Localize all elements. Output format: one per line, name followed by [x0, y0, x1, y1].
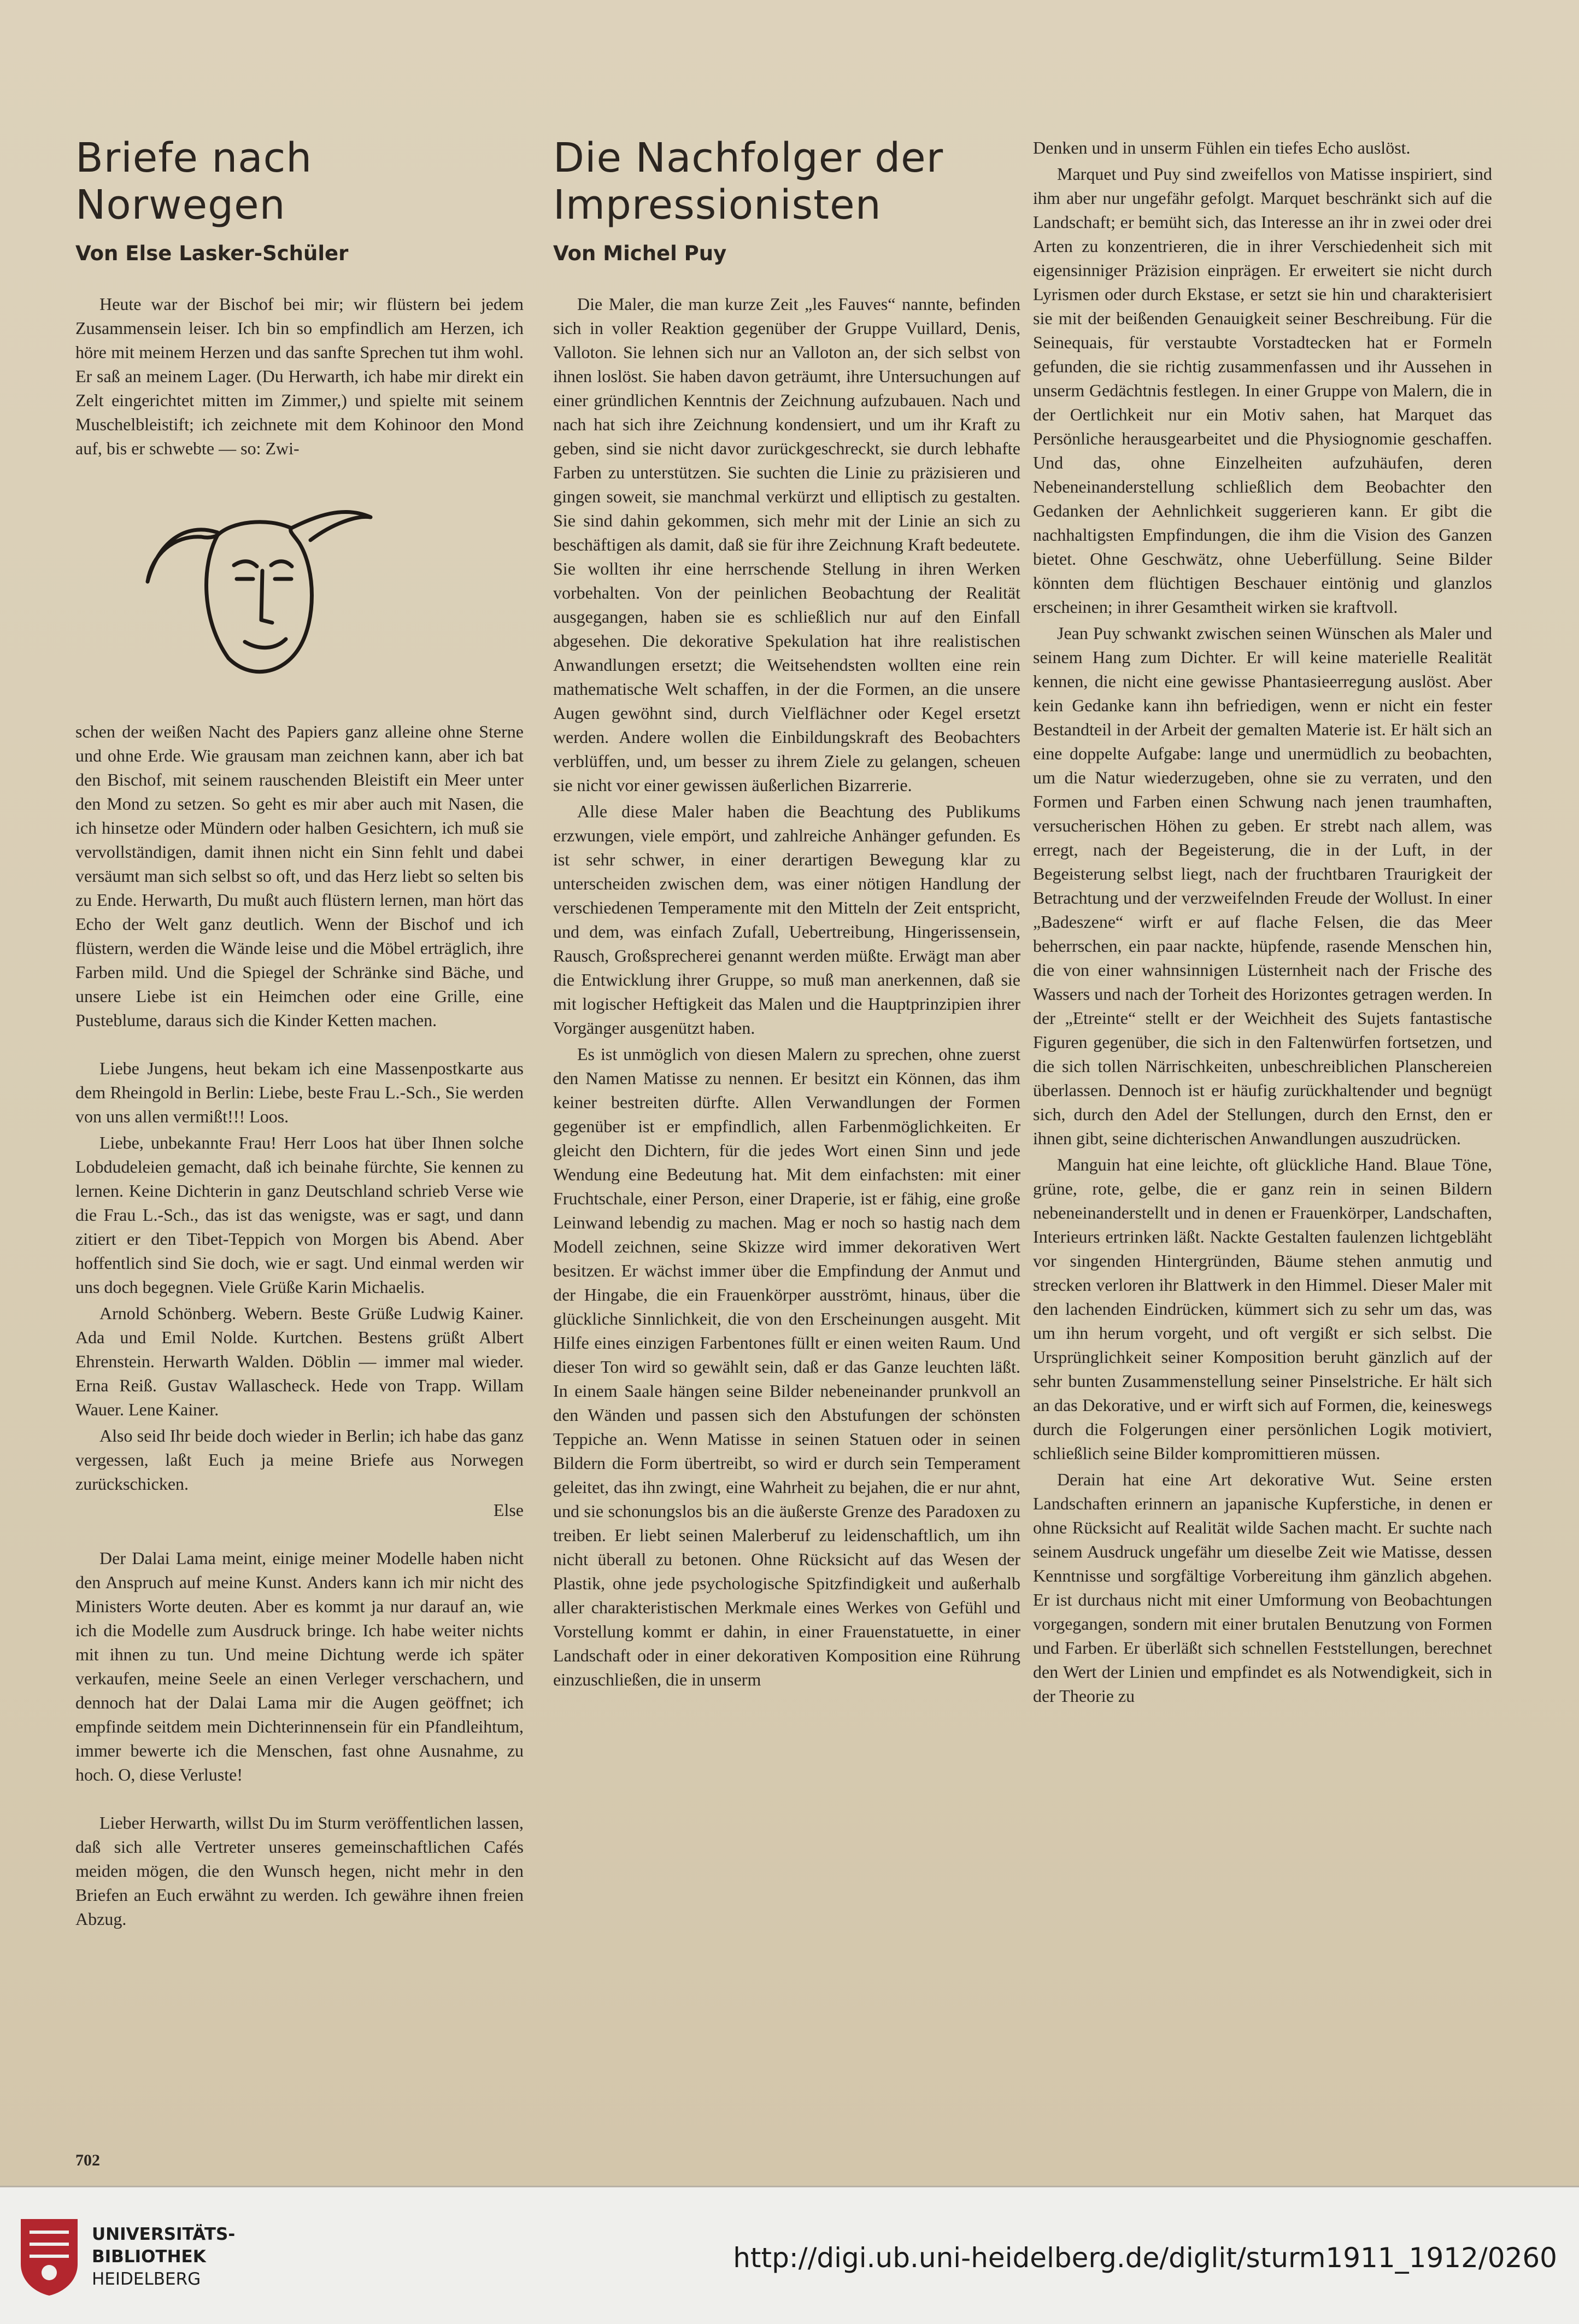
paragraph: Derain hat eine Art dekorative Wut. Seine ersten Landschaften erinnern an japanische Kupferstiche, in denen er ohne Rücksicht auf Realität wilde Sachen macht. Er suchte nach seinem Ausdruck ungefähr um dieselbe Zeit wie Matisse, dessen Kenntnisse und sorgfältige Vorbereitung ihm gänzlich abgehen. Er ist durchaus nicht mit einer Umformung von Beobachtungen vorgegangen, sondern mit einer brutalen Benutzung von Formen und Farben. Er überläßt sich schnellen Feststellungen, berechnet den Wert der Linien und empfindet es als Notwendigkeit, sich in der Theorie zu — [1033, 1470, 1492, 1706]
institution-line-3: HEIDELBERG — [92, 2269, 201, 2289]
column-3 — [1033, 136, 1492, 1710]
column-1 — [75, 126, 524, 1933]
paragraph: Die Maler, die man kurze Zeit „les Fauves“ nannte, befinden sich in voller Reaktion gegenüber der Gruppe Vuillard, Denis, Valloton. Sie lehnen sich nur an Valloton an, der sich selbst von ihnen loslöst. Sie haben davon geträumt, ihre Untersuchungen auf einer gründlichen Kenntnis der Zeichnung aufzubauen. Nach und nach hat sich ihre Zeichnung kondensiert, und um ihr Kraft zu geben, sind sie nicht davor zurückgeschreckt, sie durch lebhafte Farben zu unterstützen. Sie suchten die Linie zu präzisieren und gingen soweit, sie manchmal verkürzt und elliptisch zu gestalten. Sie sind dahin gekommen, sich mehr mit der Linie an sich zu beschäftigen als damit, daß sie für ihre Zeichnung Kraft bedeutete. Sie wollten ihr eine herrschende Stellung in ihren Werken vorbehalten. Von der peinlichen Beobachtung der Realität ausgegangen, haben sie es schließlich nur auf den Einfall abgesehen. Die dekorative Spekulation hat ihre realistischen Anwandlungen ersetzt; die Weitsehendsten wollten eine rein mathematische Welt schaffen, in der die Formen, an die unsere Augen gewöhnt sind, durch Vielflächner oder Kegel ersetzt werden. Andere wollen die Einbildungskraft des Beobachters verblüffen, und, um besser zu ihrem Ziele zu gelangen, scheuen sie nicht vor einer gewissen äußerlichen Bizarrerie. — [553, 294, 1020, 795]
paragraph: Manguin hat eine leichte, oft glückliche Hand. Blaue Töne, grüne, rote, gelbe, die er ganz rein in seinen Bildern nebeneinanderstellt und in denen er Frauenkörper, Landschaften, Interieurs ertrinken läßt. Nackte Gestalten faulenzen lichtgebläht vor singenden Hintergründen, Bäume stehen anmutig und strecken verloren ihr Blattwerk in den Himmel. Dieser Maler mit den lachenden Eindrücken, kümmert sich zu sehr um das, was um ihn herum vorgeht, und oft vergißt er sich selbst. Die Ursprünglichkeit seiner Komposition beruht gänzlich auf der sehr bunten Zusammenstellung seiner Pinselstriche. Er hält sich an das Dekorative, und er wirft sich auf Formen, die, keineswegs durch die Folgerungen einer persönlichen Logik motiviert, schließlich seine Bilder kompromittieren müssen. — [1033, 1155, 1492, 1463]
institution-line-2: BIBLIOTHEK — [92, 2247, 206, 2267]
column-2 — [553, 126, 1020, 1694]
paragraph: Alle diese Maler haben die Beachtung des Publikums erzwungen, viele empört, und zahlreiche Anhänger gefunden. Es ist sehr schwer, in einer derartigen Bewegung klar zu unterscheiden zwischen dem, was einer nötigen Handlung der verschiedenen Temperamente mit den Mitteln der Zeit entspricht, und dem, was einfach Zufall, Uebertreibung, Hingerissensein, Rausch, Großsprecherei genannt werden müßte. Erwägt man aber die Entwicklung ihrer Gruppe, so muß man anerkennen, daß sie mit logischer Heftigkeit das Malen und die Hauptprinzipien ihrer Vorgänger ausgenützt haben. — [553, 801, 1020, 1038]
institution-name — [92, 2223, 235, 2291]
university-seal-icon — [16, 2216, 82, 2298]
paragraph: Liebe Jungens, heut bekam ich eine Massenpostkarte aus dem Rheingold in Berlin: Liebe, beste Frau L.-Sch., Sie werden von uns allen vermißt!!! Loos. — [75, 1058, 524, 1126]
source-url-link[interactable]: http://digi.ub.uni-heidelberg.de/diglit/sturm1911_1912/0260 — [733, 2242, 1557, 2274]
article-author-puy: Von Michel Puy — [553, 242, 727, 265]
moon-sketch-illustration — [136, 483, 387, 691]
paragraph: Marquet und Puy sind zweifellos von Matisse inspiriert, sind ihm aber nur ungefähr gefolgt. Marquet beschränkt sich auf die Landschaft; er bemüht sich, das Interesse an ihr in zwei oder drei Arten zu konzentrieren, die in ihrer Verschiedenheit sich mit eigensinniger Präzision einprägen. Er erweitert sie nicht durch Lyrismen oder durch Ekstase, er setzt sie hin und charakterisiert sie mit der beißenden Genauigkeit seiner Beschreibung. Für die Seinequais, für verstaubte Vorstadtecken hat er Formeln gefunden, die sie richtig zusammenfassen und ihr Aussehen in unserm Gedächtnis festlegen. In einer Gruppe von Malern, die in der Oertlichkeit nur ein Motiv sahen, hat Marquet das Persönliche herausgearbeitet und die Physiognomie geschaffen. Und das, ohne Einzelheiten aufzuhäufen, deren Nebeneinanderstellung schließlich dem Beobachter den Gedanken der Aehnlichkeit suggerieren kann. Er gibt die nachhaltigsten Empfindungen, die ihm die Vision des Ganzen bietet. Ohne Geschwätz, ohne Ueberfüllung. Seine Bilder könnten dem flüchtigen Beschauer eintönig und glanzlos erscheinen; in ihrer Gesamtheit wirken sie kraftvoll. — [1033, 164, 1492, 617]
signature-else: Else — [493, 1500, 524, 1520]
paragraph: Heute war der Bischof bei mir; wir flüstern bei jedem Zusammensein leiser. Ich bin so empfindlich am Herzen, ich höre mit meinem Herzen und das sanfte Sprechen tut ihm wohl. Er saß an meinem Lager. (Du Herwarth, ich habe mir direkt ein Zelt eingerichtet mitten im Zimmer,) und spielte mit seinem Muschelbleistift; ich zeichnete mit dem Kohinoor den Mond auf, bis er schwebte — so: Zwi- — [75, 294, 524, 458]
paragraph: Denken und in unserm Fühlen ein tiefes Echo auslöst. — [1033, 138, 1411, 157]
paragraph: Der Dalai Lama meint, einige meiner Modelle haben nicht den Anspruch auf meine Kunst. Anders kann ich mir nicht des Ministers Worte deuten. Aber es kommt ja nur darauf an, wie ich die Modelle zum Ausdruck bringe. Ich habe weiter nichts mit ihnen zu tun. Und meine Dichtung werde ich später verkaufen, meine Seele an einen Verleger verschachern, und dennoch hat der Dalai Lama mir die Augen geöffnet; ich empfinde seitdem mein Dichterinnensein für ein Pfandleihtum, immer bewerte ich die Menschen, fast ohne Ausnahme, zu hoch. O, diese Verluste! — [75, 1548, 524, 1784]
page-number: 702 — [75, 2151, 100, 2169]
paragraph: schen der weißen Nacht des Papiers ganz alleine ohne Sterne und ohne Erde. Wie grausam man zeichnen kann, aber ich bat den Bischof, mit seinem rauschenden Bleistift ein Meer unter den Mond zu setzen. So geht es mir aber auch mit Nasen, die ich hinsetze oder Mündern oder halben Gesichtern, ich muß sie vervollständigen, damit ihnen nicht ein Sinn fehlt und dabei versäumt man sich selbst so oft, und das Herz liebt so selten bis zu Ende. Herwarth, Du mußt auch flüstern lernen, man hört das Echo der Welt ganz deutlich. Wenn der Bischof und ich flüstern, werden die Wände leise und die Möbel erträglich, ihre Farben mild. Und die Spiegel der Schränke sind Bäche, und unsere Liebe ist ein Heimchen oder eine Grille, eine Pusteblume, daraus sich die Kinder Ketten machen. — [75, 722, 524, 1030]
article-title-briefe: Briefe nach Norwegen — [75, 134, 313, 229]
paragraph: Also seid Ihr beide doch wieder in Berlin; ich habe das ganz vergessen, laßt Euch ja meine Briefe aus Norwegen zurückschicken. — [75, 1426, 524, 1494]
paragraph: Arnold Schönberg. Webern. Beste Grüße Ludwig Kainer. Ada und Emil Nolde. Kurtchen. Bestens grüßt Albert Ehrenstein. Herwarth Walden. Döblin — immer mal wieder. Erna Reiß. Gustav Wallascheck. Hede von Trapp. Willam Wauer. Lene Kainer. — [75, 1303, 524, 1419]
paragraph: Lieber Herwarth, willst Du im Sturm veröffentlichen lassen, daß sich alle Vertreter unseres gemeinschaftlichen Cafés meiden mögen, die den Wunsch hegen, nicht mehr in den Briefen an Euch erwähnt zu werden. Ich gewähre ihnen freien Abzug. — [75, 1813, 524, 1929]
article-author-lasker-schueler: Von Else Lasker-Schüler — [75, 242, 349, 265]
institution-line-1: UNIVERSITÄTS- — [92, 2225, 236, 2244]
paragraph: Liebe, unbekannte Frau! Herr Loos hat über Ihnen solche Lobdudeleien gemacht, daß ich beinahe fürchte, Sie kennen zu lernen. Keine Dichterin in ganz Deutschland schrieb Verse wie die Frau L.-Sch., das ist das wenigste, was er sagt, und dann zitiert er den Tibet-Teppich von Morgen bis Abend. Aber hoffentlich sind Sie doch, wie er sagt. Und einmal werden wir uns doch begegnen. Viele Grüße Karin Michaelis. — [75, 1133, 524, 1297]
paragraph: Jean Puy schwankt zwischen seinen Wünschen als Maler und seinem Hang zum Dichter. Er will keine materielle Realität kennen, die nicht eine gewisse Phantasieerregung auslöst. Aber kein Gedanke kann ihn befriedigen, wenn er nicht ein fester Bestandteil in der Arbeit der gemalten Materie ist. Er hält sich an eine doppelte Aufgabe: lange und unermüdlich zu beobachten, um die Natur wiederzugeben, ohne sie zu verraten, und den Formen und Farben einen Schwung nach jenen traumhaften, versucherischen Höhen zu geben. Er strebt nach allem, was erregt, nach der Begeisterung, die in der Luft, in der Begeisterung selbst liegt, nach der fruchtbaren Traurigkeit der Betrachtung und der verzweifelnden Freude der Wollust. In einer „Badeszene“ wirft er auf flache Felsen, die das Meer beherrschen, ein paar nackte, hüpfende, rasende Menschen hin, die von einer wahnsinnigen Lüsternheit nach der Frische des Wassers und nach der Torheit des Horizontes getragen werden. In der „Etreinte“ stellt er der Weichheit des Sujets fantastische Figuren gegenüber, die sich in den Faltenwürfen fortsetzen, und die sich tollen Närrischkeiten, unbeschreiblichen Planschereien überlassen. Dennoch ist er häufig zurückhaltender und begnügt sich, durch den Adel der Stellungen, durch den Ernst, den er ihnen gibt, seine dichterischen Anwandlungen auszudrücken. — [1033, 623, 1492, 1148]
article-title-nachfolger: Die Nachfolger der Impressionisten — [553, 134, 944, 229]
paragraph: Es ist unmöglich von diesen Malern zu sprechen, ohne zuerst den Namen Matisse zu nennen. Er besitzt ein Können, das ihm keiner bestreiten dürfte. Allen Verwandlungen der Formen gegenüber ist er empfindlich, allen Farbenmöglichkeiten. Er gleicht den Dichtern, für die jedes Wort einen Sinn und jede Wendung eine Bedeutung hat. Mit dem einfachsten: mit einer Fruchtschale, einer Person, einer Draperie, ist er fähig, eine große Leinwand lebendig zu machen. Mag er noch so hastig nach dem Modell zeichnen, seine Skizze wird immer dekorativen Wert besitzen. Er wächst immer über die Empfindung der Anmut und der Hingabe, die ein Frauenkörper ausströmt, hinaus, über die glückliche Sinnlichkeit, die von den Erscheinungen ausgeht. Mit Hilfe eines einzigen Farbentones füllt er einen weiten Raum. Und dieser Ton wird so gewählt sein, daß er das Ganze leuchten läßt. In einem Saale hängen seine Bilder nebeneinander prunkvoll an den Wänden und passen sich den Abstufungen der schönsten Teppiche an. Wenn Matisse in seinen Statuen oder in seinen Bildern die Form übertreibt, so wird er durch sein Temperament geleitet, das ihn zwingt, eine Wahrheit zu bejahen, die er nur ahnt, und sie schonungslos bis an die äußerste Grenze des Paradoxen zu treiben. Er liebt seinen Malerberuf zu leidenschaftlich, um ihn nicht überall zu betonen. Ohne Rücksicht auf das Wesen der Plastik, ohne jede psychologische Spitzfindigkeit und außerhalb aller charakteristischen Merkmale eines Werkes von Gefühl und Vorstellung kommt er dahin, in einer Frauenstatuette, in einer Landschaft oder in einer dekorativen Komposition eine Rührung einzuschließen, die in unserm — [553, 1044, 1020, 1689]
library-footer — [0, 2186, 1579, 2324]
